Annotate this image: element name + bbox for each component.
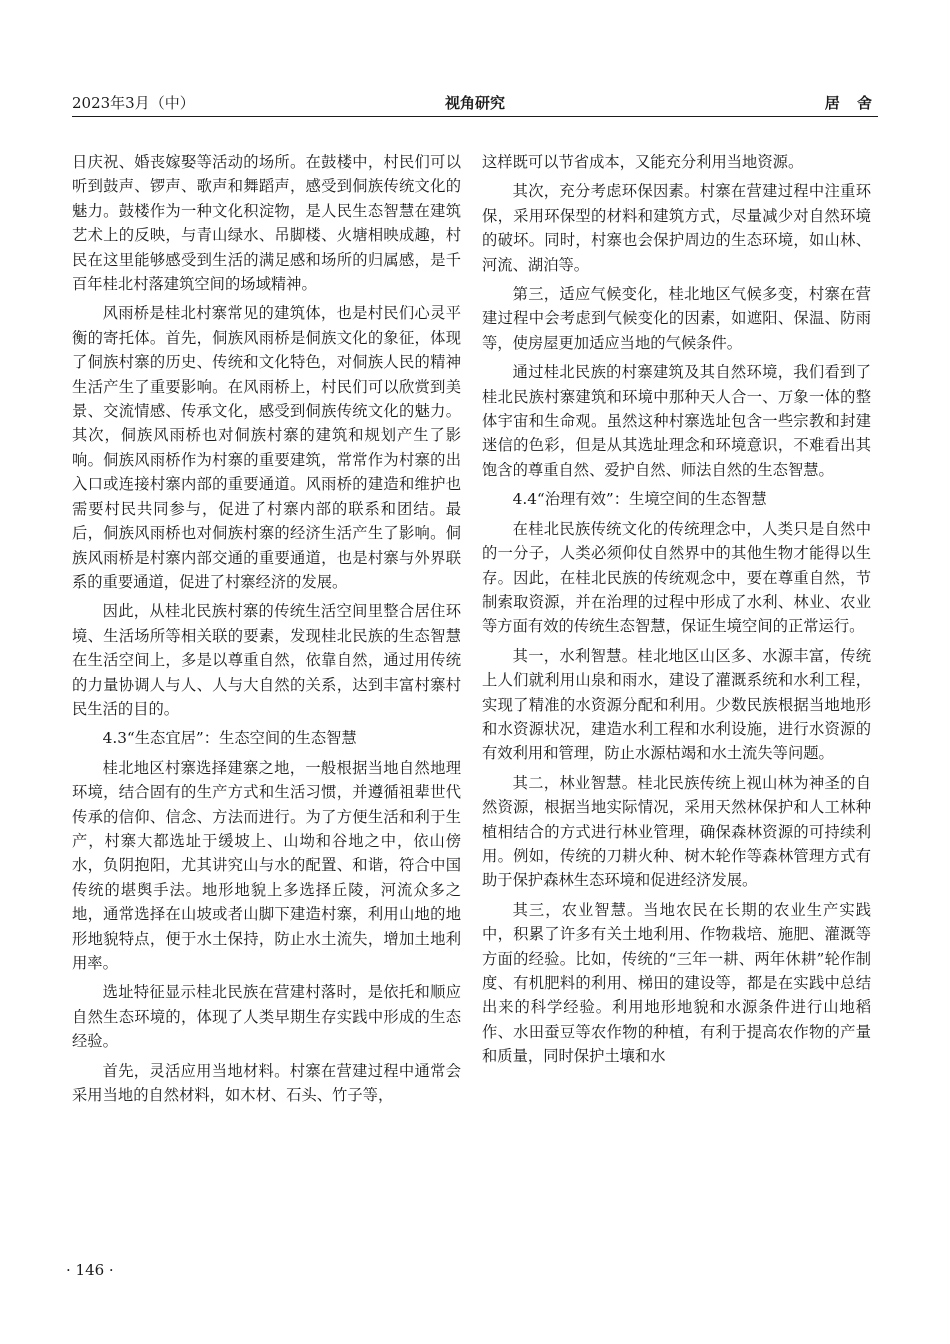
paragraph: 日庆祝、婚丧嫁娶等活动的场所。在鼓楼中，村民们可以听到鼓声、锣声、歌声和舞蹈声，感受到侗族传统文化的魅力。鼓楼作为一种文化积淀物，是人民生态智慧在建筑艺术上的反映，与青山绿水、吊脚楼、火塘相映成趣，村民在这里能够感受到生活的满足感和场所的归属感，是千百年桂北村落建筑空间的场域精神。 [72,153,461,294]
section-heading: 4.3“生态宜居”：生态空间的生态智慧 [102,729,357,748]
paragraph: 首先，灵活应用当地材料。村寨在营建过程中通常会采用当地的自然材料，如木材、石头、竹子等， [72,1061,461,1105]
paragraph: 因此，从桂北民族村寨的传统生活空间里整合居住环境、生活场所等相关联的要素，发现桂北民族的生态智慧在生活空间上，多是以尊重自然，依靠自然，通过用传统的力量协调人与人、人与大自然的关系，达到丰富村寨村民生活的目的。 [72,602,461,718]
right-column [482,150,871,1074]
paragraph: 第三，适应气候变化，桂北地区气候多变，村寨在营建过程中会考虑到气候变化的因素，如遮阳、保温、防雨等，使房屋更加适应当地的气候条件。 [482,285,871,352]
running-header [72,93,878,119]
paragraph: 其次，充分考虑环保因素。村寨在营建过程中注重环保，采用环保型的材料和建筑方式，尽量减少对自然环境的破坏。同时，村寨也会保护周边的生态环境，如山林、河流、湖泊等。 [482,182,871,274]
section-title: 视角研究 [444,94,505,112]
section-heading: 4.4“治理有效”：生境空间的生态智慧 [512,490,767,509]
paragraph: 其一，水利智慧。桂北地区山区多、水源丰富，传统上人们就利用山泉和雨水，建设了灌溉系统和水利工程，实现了精准的水资源分配和利用。少数民族根据当地地形和水资源状况，建造水利工程和水利设施，进行水资源的有效利用和管理，防止水源枯竭和水土流失等问题。 [482,646,871,763]
paragraph: 这样既可以节省成本，又能充分利用当地资源。 [482,153,804,171]
paragraph: 在桂北民族传统文化的传统理念中，人类只是自然中的一分子，人类必须仰仗自然界中的其他生物才能得以生存。因此，在桂北民族的传统观念中，要在尊重自然，节制索取资源，并在治理的过程中形成了水利、林业、农业等方面有效的传统生态智慧，保证生境空间的正常运行。 [482,519,871,636]
paragraph: 风雨桥是桂北村寨常见的建筑体，也是村民们心灵平衡的寄托体。首先，侗族风雨桥是侗族文化的象征，体现了侗族村寨的历史、传统和文化特色，对侗族人民的精神生活产生了重要影响。在风雨桥上，村民们可以欣赏到美景、交流情感、传承文化，感受到侗族传统文化的魅力。其次，侗族风雨桥也对侗族村寨的建筑和规划产生了影响。侗族风雨桥作为村寨的重要建筑，常常作为村寨的出入口或连接村寨内部的重要通道。风雨桥的建造和维护也需要村民共同参与，促进了村寨内部的联系和团结。最后，侗族风雨桥也对侗族村寨的经济生活产生了影响。侗族风雨桥是村寨内部交通的重要通道，也是村寨与外界联系的重要通道，促进了村寨经济的发展。 [72,304,461,591]
issue-date: 2023年3月（中） [72,94,195,112]
paragraph: 其二，林业智慧。桂北民族传统上视山林为神圣的自然资源，根据当地实际情况，采用天然林保护和人工林种植相结合的方式进行林业管理，确保森林资源的可持续利用。例如，传统的刀耕火种、树木轮作等森林管理方式有助于保护森林生态环境和促进经济发展。 [482,773,871,890]
page-number: · 146 · [66,1261,114,1279]
header-rule [72,116,878,117]
journal-name: 居 舍 [824,94,878,112]
paragraph: 通过桂北民族的村寨建筑及其自然环境，我们看到了桂北民族村寨建筑和环境中那种天人合一、万象一体的整体宇宙和生命观。虽然这种村寨选址包含一些宗教和封建迷信的色彩，但是从其选址理念和环境意识，不难看出其饱含的尊重自然、爱护自然、师法自然的生态智慧。 [482,363,871,479]
left-column [72,150,461,1112]
paragraph: 其三，农业智慧。当地农民在长期的农业生产实践中，积累了许多有关土地利用、作物栽培、施肥、灌溉等方面的经验。比如，传统的“三年一耕、两年休耕”轮作制度、有机肥料的利用、梯田的建设等，都是在实践中总结出来的科学经验。利用地形地貌和水源条件进行山地稻作、水田蚕豆等农作物的种植，有利于提高农作物的产量和质量，同时保护土壤和水 [482,900,871,1066]
paragraph: 桂北地区村寨选择建寨之地，一般根据当地自然地理环境，结合固有的生产方式和生活习惯，并遵循祖辈世代传承的信仰、信念、方法而进行。为了方便生活和利于生产，村寨大都选址于缓坡上、山坳和谷地之中，依山傍水，负阴抱阳，尤其讲究山与水的配置、和谐，符合中国传统的堪舆手法。地形地貌上多选择丘陵，河流众多之地，通常选择在山坡或者山脚下建造村寨，利用山地的地形地貌特点，便于水土保持，防止水土流失，增加土地利用率。 [72,758,461,972]
paragraph: 选址特征显示桂北民族在营建村落时，是依托和顺应自然生态环境的，体现了人类早期生存实践中形成的生态经验。 [72,983,461,1051]
